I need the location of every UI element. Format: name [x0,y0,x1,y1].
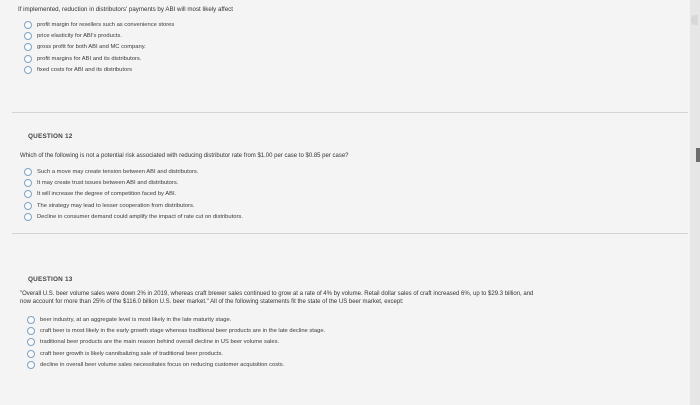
question-12-text: Which of the following is not a potential risk associated with reducing distributor rate from $1.00 per case to $0.85 per case? [20,153,349,159]
question-13-header: QUESTION 13 [28,276,73,283]
q13-option-d[interactable]: craft beer growth is likely cannibalizing sale of traditional beer products. [27,348,325,359]
divider [12,112,688,113]
q11-option-b[interactable]: price elasticity for ABI's products. [24,30,174,41]
question-11-options [24,19,174,76]
q12-option-c[interactable]: It will increase the degree of competition faced by ABI. [24,189,243,200]
radio-button[interactable] [27,361,35,369]
question-12-header: QUESTION 12 [28,133,73,140]
q12-option-d[interactable]: The strategy may lead to lesser cooperation from distributors. [24,200,243,211]
radio-button[interactable] [24,168,32,176]
q11-option-d[interactable]: profit margins for ABI and its distributors. [24,53,174,64]
radio-button[interactable] [27,338,35,346]
radio-button[interactable] [24,32,32,40]
scrollbar-thumb[interactable] [696,148,700,162]
question-11-text: If implemented, reduction in distributors' payments by ABI will most likely affect [18,6,233,13]
radio-button[interactable] [24,202,32,210]
side-panel-icon[interactable] [691,15,698,25]
radio-button[interactable] [27,327,35,335]
radio-button[interactable] [24,21,32,29]
question-13-text [20,291,533,306]
radio-button[interactable] [24,43,32,51]
q12-option-a[interactable]: Such a move may create tension between ABI and distributors. [24,166,243,177]
q13-option-c[interactable]: traditional beer products are the main reason behind overall decline in US beer volume sales. [27,337,325,348]
question-13-text-line: "Overall U.S. beer volume sales were down 2% in 2019, whereas craft brewer sales continued to grow at a rate of 4% by volume. Retail dollar sales of craft increased 6%, up to $29.3 billion, and [20,291,534,297]
radio-button[interactable] [24,66,32,74]
q11-option-a[interactable]: profit margin for resellers such as convenience stores [24,19,174,30]
q13-option-a[interactable]: beer industry, at an aggregate level is most likely in the late maturity stage. [27,314,325,325]
radio-button[interactable] [27,316,35,324]
radio-button[interactable] [24,190,32,198]
q12-option-e[interactable]: Decline in consumer demand could amplify the impact of rate cut on distributors. [24,212,243,223]
right-edge-panel [690,0,700,405]
question-13-text-line: now account for more than 25% of the $116.0 billion U.S. beer market." All of the following statements fit the state of the US beer market, except: [20,298,404,305]
q13-option-e[interactable]: decline in overall beer volume sales necessitates focus on reducing customer acquisition costs. [27,360,325,371]
radio-button[interactable] [24,55,32,63]
radio-button[interactable] [27,350,35,358]
radio-button[interactable] [24,213,32,221]
divider [12,233,688,234]
q12-option-b[interactable]: It may create trust issues between ABI and distributors. [24,177,243,188]
q13-option-b[interactable]: craft beer is most likely in the early growth stage whereas traditional beer products are in the late decline stage. [27,325,325,336]
question-13-options [27,314,325,371]
question-12-options [24,166,243,223]
radio-button[interactable] [24,179,32,187]
q11-option-c[interactable]: gross profit for both ABI and MC company. [24,42,174,53]
q11-option-e[interactable]: fixed costs for ABI and its distributors [24,65,174,76]
